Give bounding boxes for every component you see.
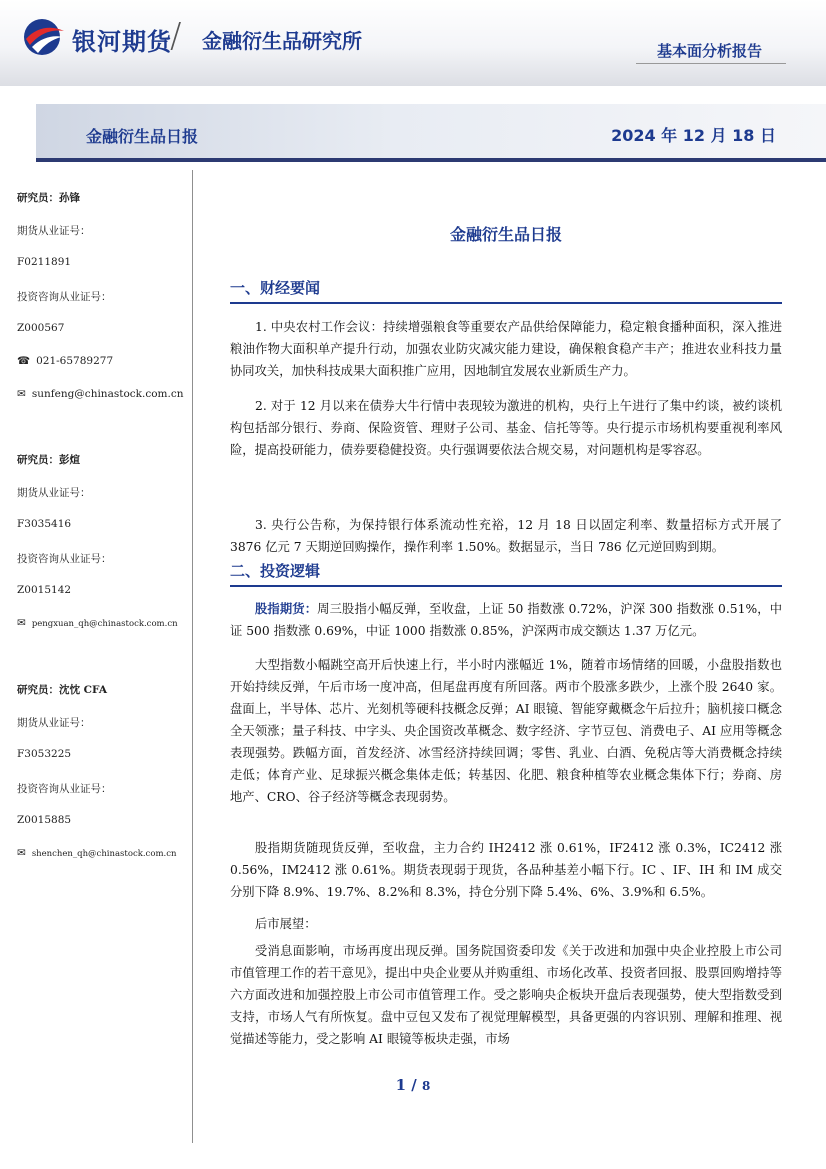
logic-paragraph-2: 大型指数小幅跳空高开后快速上行，半小时内涨幅近 1%，随着市场情绪的回暖，小盘股指数也开始持续反弹，午后市场一度冲高，但尾盘再度有所回落。两市个股涨多跌少，上涨个股 2640 家。盘面上，半导体、芯片、光刻机等硬科技概念反弹；AI 眼镜、智能穿戴概念午后拉升；脑机接口概念全天领涨；量子科技、中字头、央企国资改革概念、数字经济、字节豆包、消费电子、AI 应用等概念表现强势。跌幅方面，首发经济、冰雪经济持续回调；零售、乳业、白酒、免税店等大消费概念持续走低；体育产业、足球振兴概念集体走低；转基因、化肥、粮食种植等农业概念集体下行；券商、房地产、CRO、谷子经济等概念表现弱势。: [230, 658, 782, 804]
invest-license-label: 投资咨询从业证号：: [17, 553, 112, 565]
section-heading-logic: 二、投资逻辑: [230, 562, 321, 580]
analyst-name: 研究员：沈忱 CFA: [17, 684, 107, 696]
futures-license-label: 期货从业证号：: [17, 717, 91, 729]
futures-license-number: F3053225: [17, 748, 72, 760]
outlook-label: 后市展望：: [255, 917, 317, 931]
document-title: 金融衍生品日报: [449, 225, 562, 244]
index-futures-keyword: 股指期货：: [255, 601, 318, 616]
email-row[interactable]: [17, 847, 176, 859]
section-rule: [230, 585, 782, 587]
title-band-underline: [36, 158, 826, 162]
invest-license-number: Z0015142: [17, 584, 72, 596]
mail-icon: ✉: [17, 847, 26, 859]
email-address[interactable]: shenchen_qh@chinastock.com.cn: [31, 849, 177, 859]
invest-license-number: Z000567: [17, 322, 65, 334]
page-separator: /: [411, 1076, 417, 1094]
logic-paragraph-3: 股指期货随现货反弹，至收盘，主力合约 IH2412 涨 0.61%，IF2412 涨 0.3%，IC2412 涨 0.56%，IM2412 涨 0.61%。期货表现弱于现货，各品种基差小幅下行。IC 、IF、IH 和 IM 成交分别下降 8.9%、19.7%、8.2%和 8.3%，持仓分别下降 5.4%、6%、3.9%和 6.5%。: [230, 841, 782, 899]
total-pages: 8: [422, 1079, 431, 1093]
email-address[interactable]: sunfeng@chinastock.com.cn: [31, 388, 184, 400]
mail-icon: ✉: [17, 388, 26, 400]
logo-divider: /: [170, 16, 182, 56]
outlook-paragraph: 受消息面影响，市场再度出现反弹。国务院国资委印发《关于改进和加强中央企业控股上市公司市值管理工作的若干意见》，提出中央企业要从并购重组、市场化改革、投资者回报、股票回购增持等六方面改进和加强控股上市公司市值管理工作。受之影响央企板块开盘后表现强势，使大型指数受到支持，市场人气有所恢复。盘中豆包又发布了视觉理解模型，具备更强的内容识别、理解和推理、视觉描述等能力，受之影响 AI 眼镜等板块走强，市场: [230, 944, 782, 1046]
company-logo-text: 银河期货: [72, 28, 172, 56]
current-page: 1: [395, 1076, 407, 1094]
phone-icon: ☎: [17, 355, 31, 367]
invest-license-label: 投资咨询从业证号：: [17, 783, 112, 795]
analyst-name: 研究员：彭煊: [17, 454, 80, 466]
futures-license-number: F0211891: [17, 256, 72, 268]
analyst-name: 研究员：孙锋: [17, 192, 80, 204]
logic-paragraph-1: [230, 598, 782, 642]
page-number: [0, 1076, 826, 1094]
futures-license-number: F3035416: [17, 518, 72, 530]
invest-license-number: Z0015885: [17, 814, 72, 826]
sidebar-divider: [192, 170, 193, 1143]
email-row[interactable]: [17, 388, 183, 400]
email-address[interactable]: pengxuan_qh@chinastock.com.cn: [31, 619, 178, 629]
news-paragraph-3: 3. 央行公告称，为保持银行体系流动性充裕，12 月 18 日以固定利率、数量招标方式开展了 3876 亿元 7 天期逆回购操作，操作利率 1.50%。数据显示，当日 786 亿元逆回购到期。: [230, 518, 782, 554]
index-futures-summary: 周三股指小幅反弹，至收盘，上证 50 指数涨 0.72%，沪深 300 指数涨 0.51%，中证 500 指数涨 0.69%，中证 1000 指数涨 0.85%，沪深两市成交额达 1.37 万亿元。: [230, 602, 782, 638]
invest-license-label: 投资咨询从业证号：: [17, 291, 112, 303]
section-rule: [230, 302, 782, 304]
futures-license-label: 期货从业证号：: [17, 225, 91, 237]
galaxy-logo-icon: [22, 17, 66, 57]
phone-row: [17, 355, 113, 367]
mail-icon: ✉: [17, 617, 26, 629]
news-paragraph-2: 2. 对于 12 月以来在债券大牛行情中表现较为激进的机构，央行上午进行了集中约谈，被约谈机构包括部分银行、券商、保险资管、理财子公司、基金、信托等等。央行提示市场机构要重视利率风险，提高投研能力，债券要稳健投资。央行强调要依法合规交易，对问题机构是零容忍。: [230, 399, 782, 457]
header-rule: [636, 63, 786, 64]
report-type: 基本面分析报告: [656, 42, 762, 60]
email-row[interactable]: [17, 617, 178, 629]
institute-name: 金融衍生品研究所: [202, 29, 362, 53]
futures-license-label: 期货从业证号：: [17, 487, 91, 499]
phone-number: 021-65789277: [36, 355, 114, 367]
report-date: 2024 年 12 月 18 日: [611, 126, 776, 145]
news-paragraph-1: 1. 中央农村工作会议：持续增强粮食等重要农产品供给保障能力，稳定粮食播种面积，深入推进粮油作物大面积单产提升行动，加强农业防灾减灾能力建设，确保粮食稳产丰产；推进农业科技力量协同攻关，加快科技成果大面积推广应用，因地制宜发展农业新质生产力。: [230, 320, 782, 378]
section-heading-news: 一、财经要闻: [230, 279, 321, 297]
band-title: 金融衍生品日报: [86, 127, 199, 146]
